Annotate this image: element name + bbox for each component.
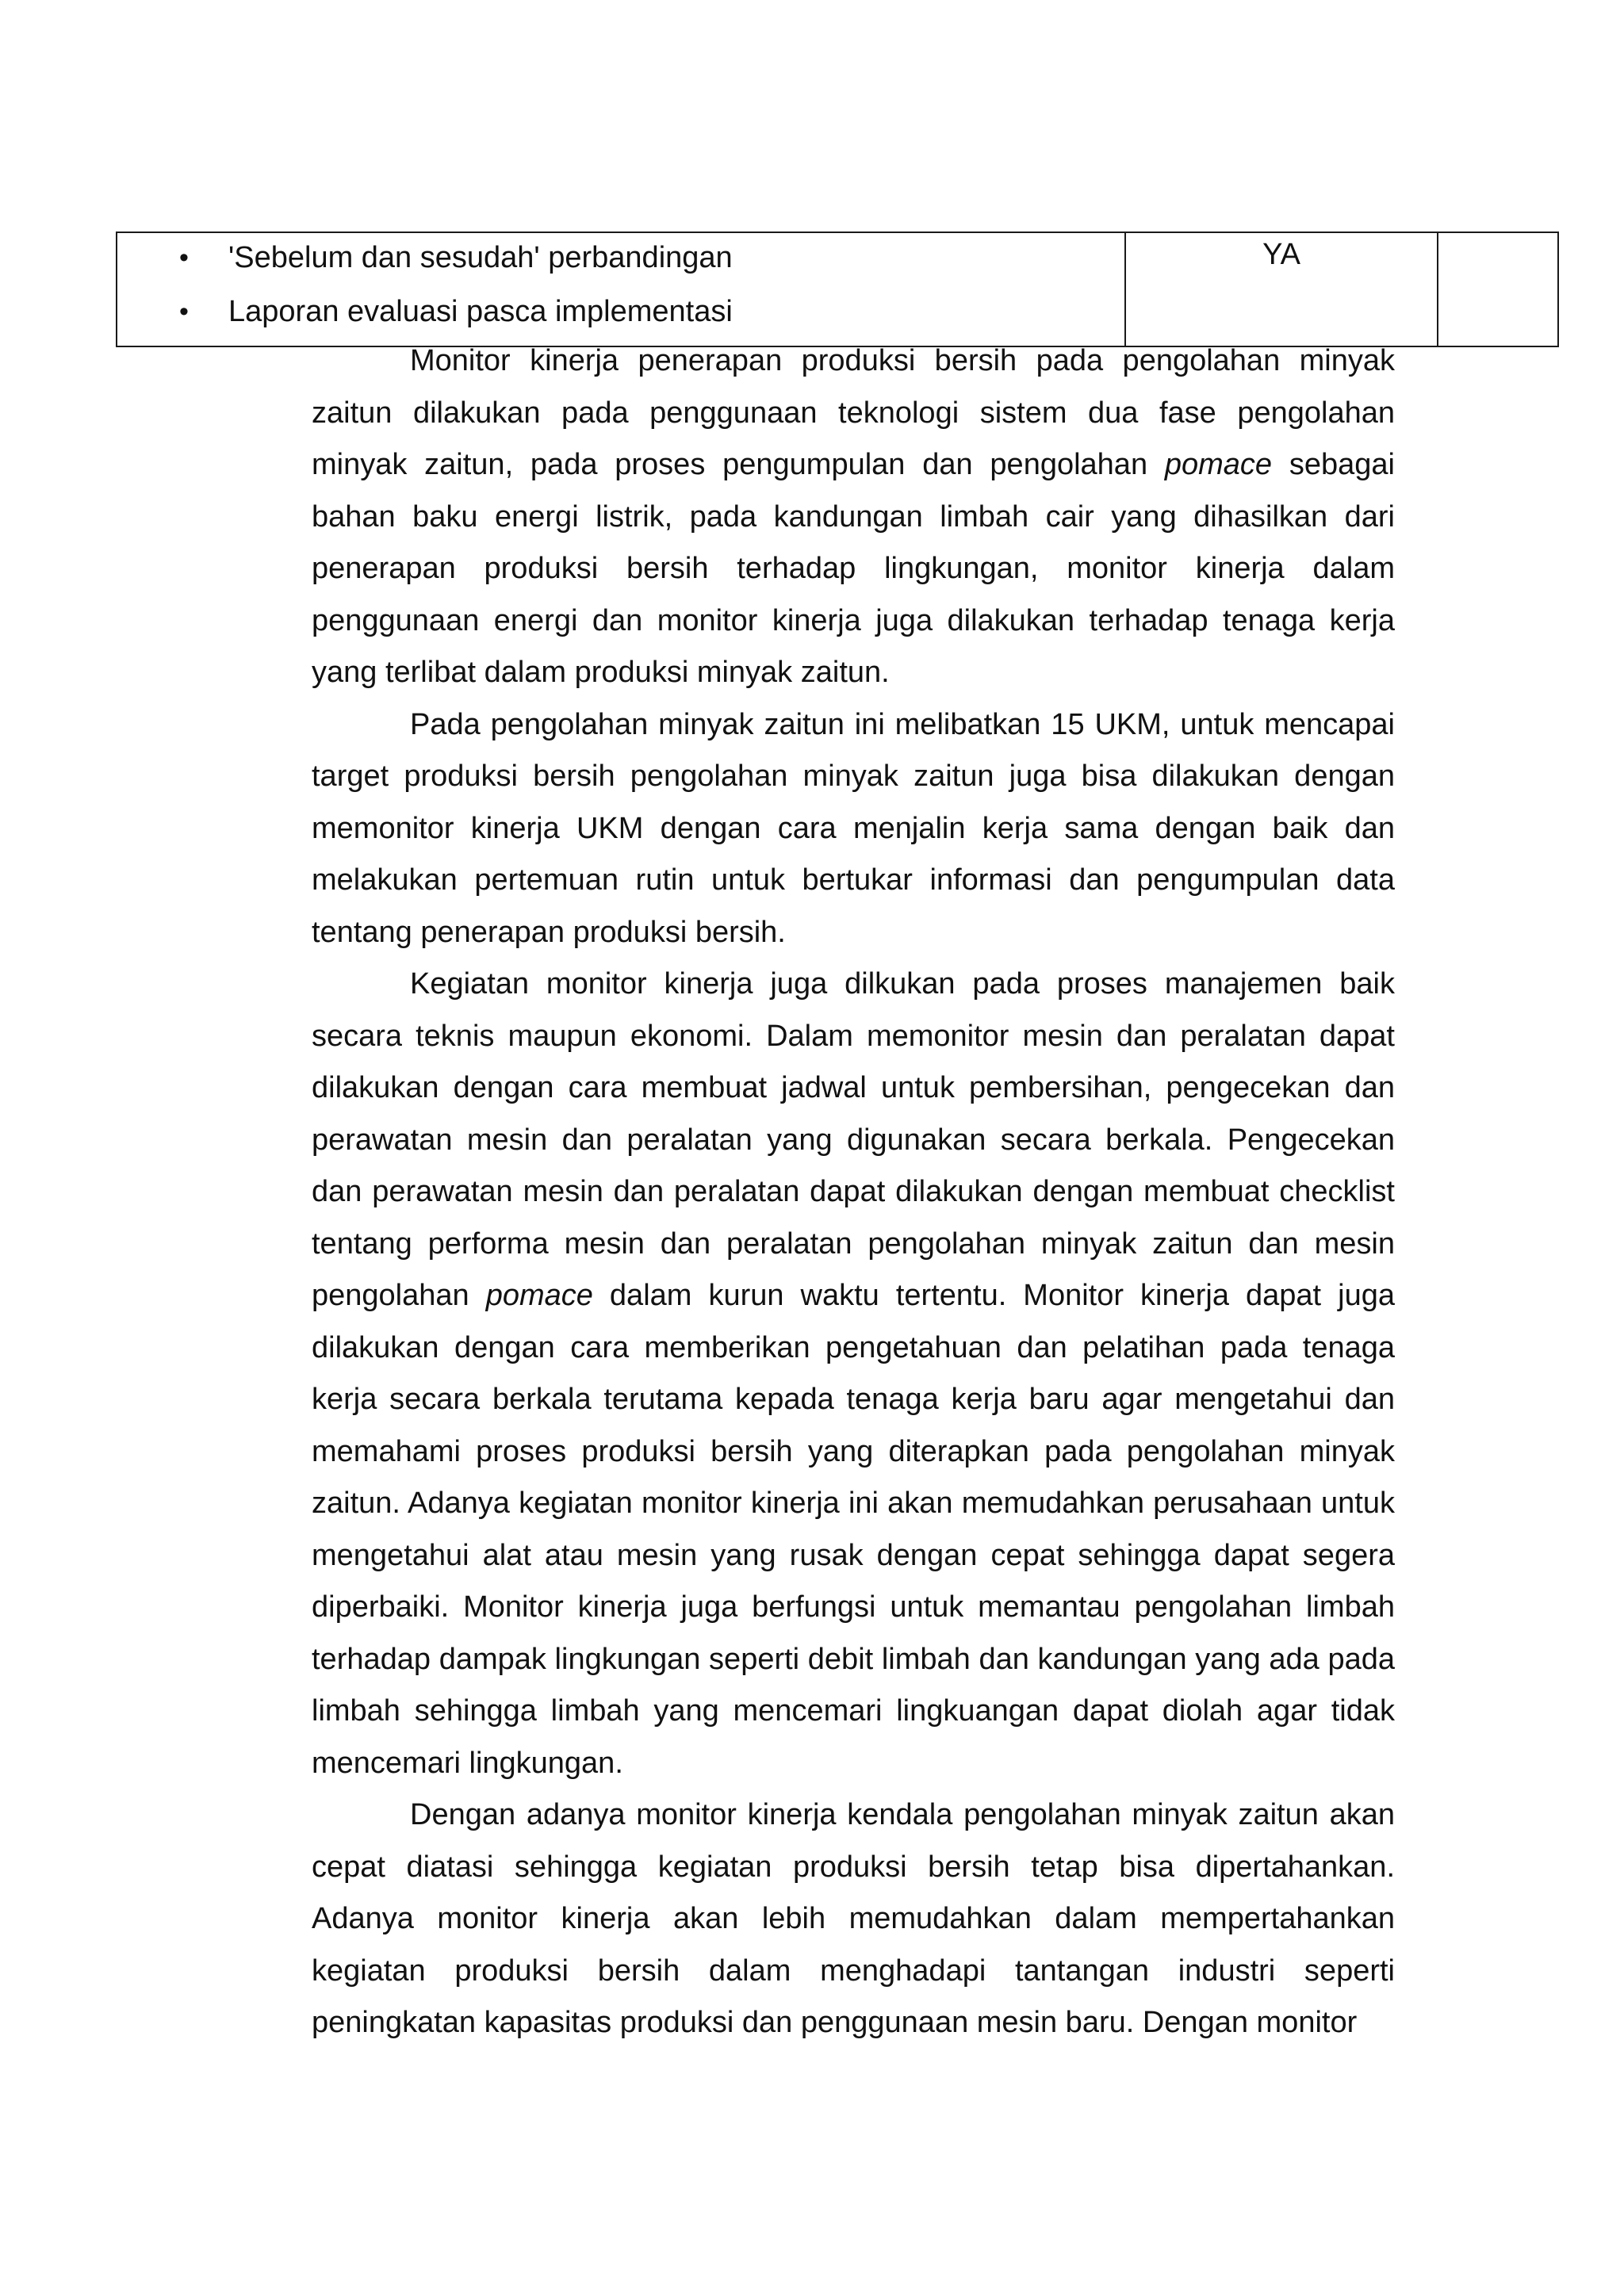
paragraph-2 <box>312 699 1395 959</box>
status-cell <box>1125 232 1438 346</box>
paragraph-text: Kegiatan monitor kinerja juga dilkukan pada proses manajemen baik secara teknis maupun ekonomi. Dalam memonitor mesin dan peralatan dapat dilakukan dengan cara membuat jadwal untuk pembersihan, pengecekan dan perawatan mesin dan peralatan yang digunakan secara berkala. Pengecekan dan perawatan mesin dan peralatan dapat dilakukan dengan membuat checklist tentang performa mesin dan peralatan pengolahan minyak zaitun dan mesin pengolahan <box>312 967 1395 1312</box>
bullet-icon: • <box>179 243 189 273</box>
paragraph-4 <box>312 1789 1395 2049</box>
paragraph-text: Dengan adanya monitor kinerja kendala pengolahan minyak zaitun akan cepat diatasi sehingga kegiatan produksi bersih tetap bisa dipertahankan. Adanya monitor kinerja akan lebih memudahkan dalam mempertahankan kegiatan produksi bersih dalam menghadapi tantangan industri seperti peningkatan kapasitas produksi dan penggunaan mesin baru. Dengan monitor <box>312 1798 1395 2039</box>
items-cell <box>117 232 1125 346</box>
bullet-icon: • <box>179 297 189 327</box>
evaluation-table <box>116 232 1559 347</box>
list-item-text: Laporan evaluasi pasca implementasi <box>228 295 733 328</box>
paragraph-text: sebagai bahan baku energi listrik, pada kandungan limbah cair yang dihasilkan dari penerapan produksi bersih terhadap lingkungan, monitor kinerja dalam penggunaan energi dan monitor kinerja juga dilakukan terhadap tenaga kerja yang terlibat dalam produksi minyak zaitun. <box>312 448 1395 689</box>
list-item-text: 'Sebelum dan sesudah' perbandingan <box>228 241 733 274</box>
status-value: YA <box>1262 238 1300 271</box>
italic-term: pomace <box>1164 448 1273 481</box>
paragraph-text: Pada pengolahan minyak zaitun ini melibatkan 15 UKM, untuk mencapai target produksi bersih pengolahan minyak zaitun juga bisa dilakukan dengan memonitor kinerja UKM dengan cara menjalin kerja sama dengan baik dan melakukan pertemuan rutin untuk bertukar informasi dan pengumpulan data tentang penerapan produksi bersih. <box>312 707 1395 949</box>
table-row <box>117 232 1558 346</box>
paragraph-text: dalam kurun waktu tertentu. Monitor kinerja dapat juga dilakukan dengan cara memberikan pengetahuan dan pelatihan pada tenaga kerja secara berkala terutama kepada tenaga kerja baru agar mengetahui dan memahami proses produksi bersih yang diterapkan pada pengolahan minyak zaitun. Adanya kegiatan monitor kinerja ini akan memudahkan perusahaan untuk mengetahui alat atau mesin yang rusak dengan cepat sehingga dapat segera diperbaiki. Monitor kinerja juga berfungsi untuk memantau pengolahan limbah terhadap dampak lingkungan seperti debit limbah dan kandungan yang ada pada limbah sehingga limbah yang mencemari lingkuangan dapat diolah agar tidak mencemari lingkungan. <box>312 1279 1395 1780</box>
paragraph-3 <box>312 959 1395 1789</box>
paragraph-1 <box>312 335 1395 699</box>
body-text <box>312 335 1395 2049</box>
list-item <box>117 238 1124 292</box>
paragraph-text: Monitor kinerja penerapan produksi bersih pada pengolahan minyak zaitun dilakukan pada penggunaan teknologi sistem dua fase pengolahan minyak zaitun, pada proses pengumpulan dan pengolahan <box>312 344 1395 481</box>
empty-cell <box>1438 232 1558 346</box>
italic-term: pomace <box>485 1279 593 1312</box>
bullet-list <box>117 233 1124 346</box>
